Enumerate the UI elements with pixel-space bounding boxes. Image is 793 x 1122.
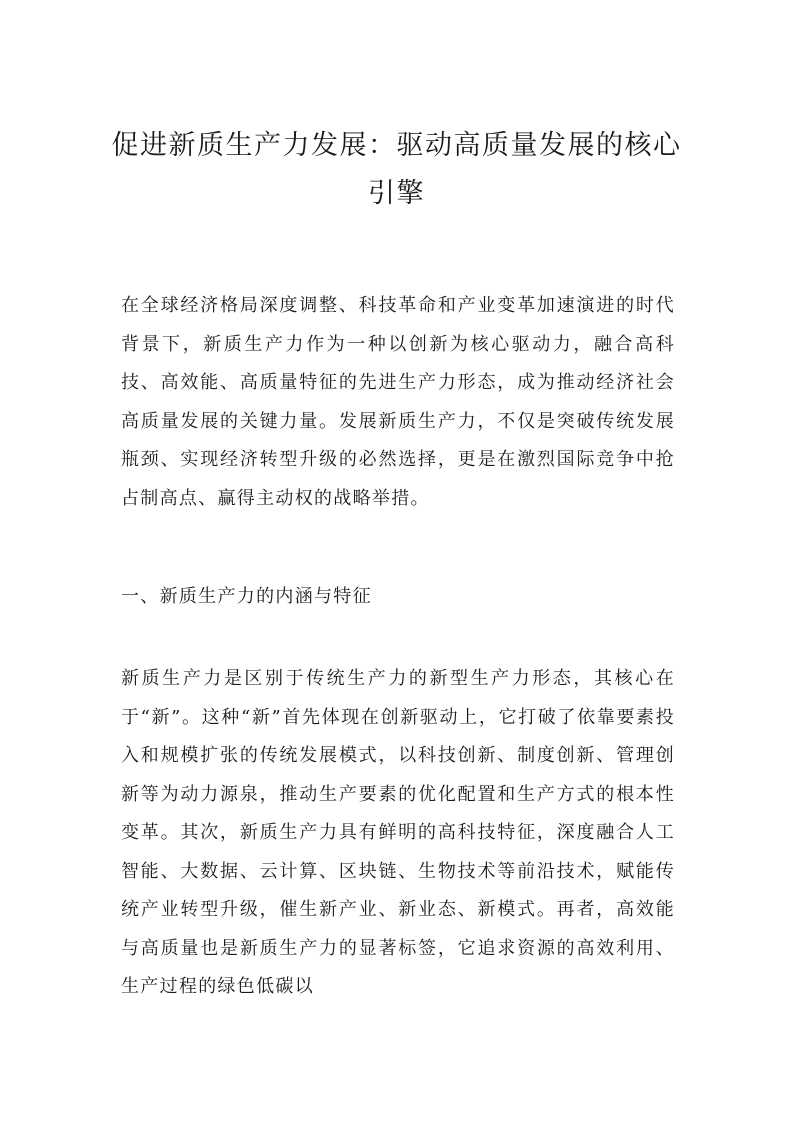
- intro-paragraph: 在全球经济格局深度调整、科技革命和产业变革加速演进的时代背景下，新质生产力作为一种以创新为核心驱动力，融合高科技、高效能、高质量特征的先进生产力形态，成为推动经济社会高质量发展的关键力量。发展新质生产力，不仅是突破传统发展瓶颈、实现经济转型升级的必然选择，更是在激烈国际竞争中抢占制高点、赢得主动权的战略举措。: [121, 295, 675, 509]
- section-heading: 一、新质生产力的内涵与特征: [121, 586, 372, 607]
- section-paragraph: 新质生产力是区别于传统生产力的新型生产力形态，其核心在于“新”。这种“新”首先体现在创新驱动上，它打破了依靠要素投入和规模扩张的传统发展模式，以科技创新、制度创新、管理创新等为动力源泉，推动生产要素的优化配置和生产方式的根本性变革。其次，新质生产力具有鲜明的高科技特征，深度融合人工智能、大数据、云计算、区块链、生物技术等前沿技术，赋能传统产业转型升级，催生新产业、新业态、新模式。再者，高效能与高质量也是新质生产力的显著标签，它追求资源的高效利用、生产过程的绿色低碳以: [121, 668, 675, 997]
- document-title: 促进新质生产力发展：驱动高质量发展的核心引擎: [111, 130, 682, 209]
